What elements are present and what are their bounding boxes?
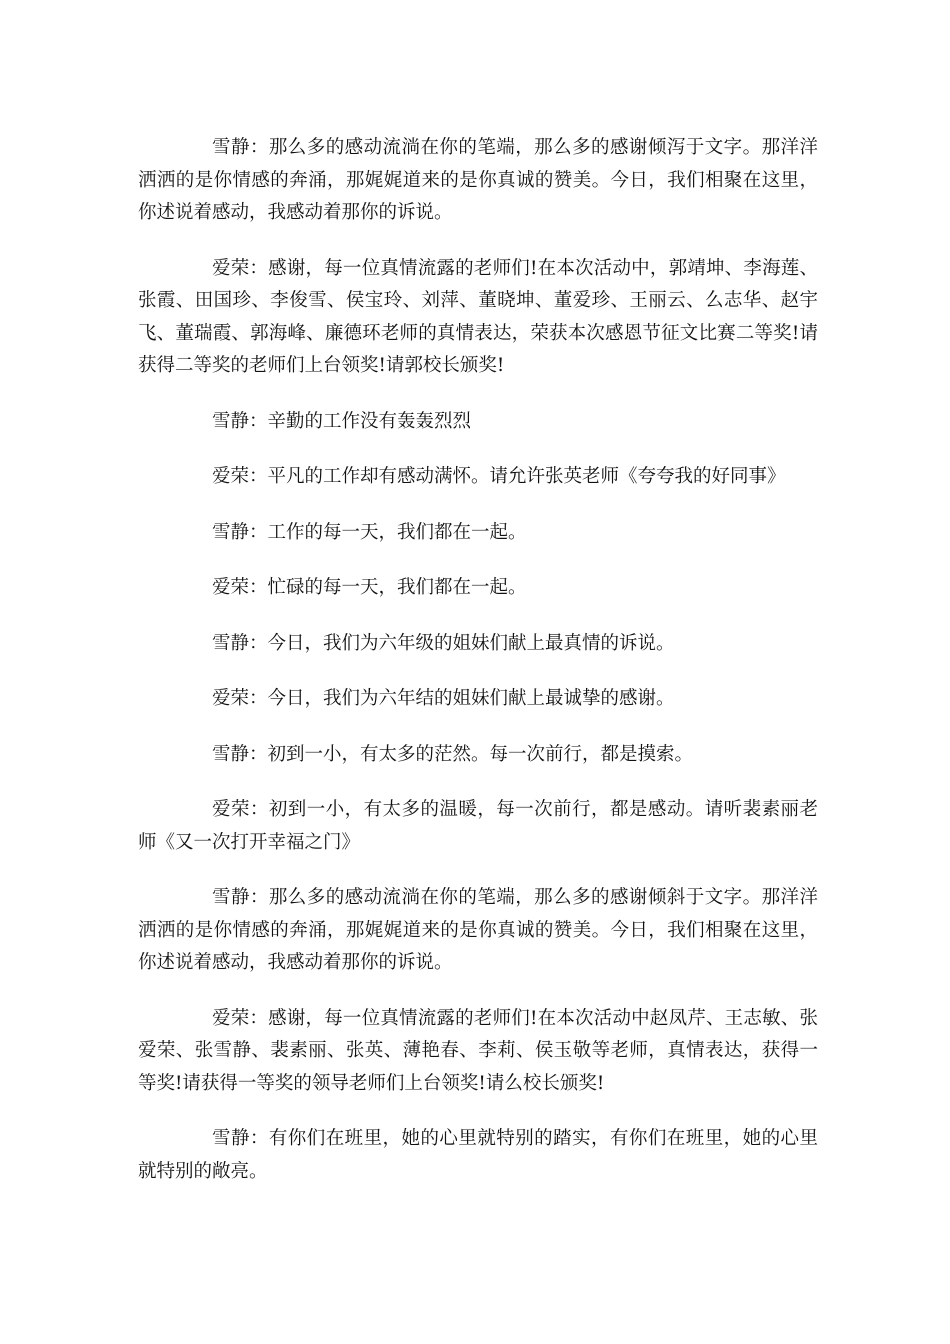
dialogue-paragraph: 爱荣：今日，我们为六年结的姐妹们献上最诚挚的感谢。 xyxy=(212,688,675,709)
dialogue-paragraph: 雪静：有你们在班里，她的心里就特别的踏实，有你们在班里，她的心里就特别的敞亮。 xyxy=(138,1128,818,1182)
dialogue-paragraph: 雪静：初到一小，有太多的茫然。每一次前行，都是摸索。 xyxy=(212,743,694,765)
dialogue-paragraph: 雪静：今日，我们为六年级的姐妹们献上最真情的诉说。 xyxy=(212,632,675,654)
dialogue-paragraph: 爱荣：感谢，每一位真情流露的老师们!在本次活动中，郭靖坤、李海莲、张霞、田国珍、李俊雪、侯宝玲、刘萍、董晓坤、董爱珍、王丽云、么志华、赵宇飞、董瑞霞、郭海峰、廉德环老师的真情表达，荣获本次感恩节征文比赛二等奖!请获得二等奖的老师们上台领奖!请郭校长颁奖! xyxy=(138,257,818,376)
dialogue-paragraph: 爱荣：忙碌的每一天，我们都在一起。 xyxy=(212,577,527,598)
dialogue-paragraph: 雪静：那么多的感动流淌在你的笔端，那么多的感谢倾泻于文字。那洋洋洒洒的是你情感的奔涌，那娓娓道来的是你真诚的赞美。今日，我们相聚在这里，你述说着感动，我感动着那你的诉说。 xyxy=(138,137,818,223)
dialogue-paragraph: 雪静：工作的每一天，我们都在一起。 xyxy=(212,521,527,543)
dialogue-paragraph: 雪静：那么多的感动流淌在你的笔端，那么多的感谢倾斜于文字。那洋洋洒洒的是你情感的奔涌，那娓娓道来的是你真诚的赞美。今日，我们相聚在这里，你述说着感动，我感动着那你的诉说。 xyxy=(138,887,818,973)
dialogue-paragraph: 爱荣：平凡的工作却有感动满怀。请允许张英老师《夸夸我的好同事》 xyxy=(212,466,786,487)
dialogue-paragraph: 爱荣：初到一小，有太多的温暖，每一次前行，都是感动。请听裴素丽老师《又一次打开幸福之门》 xyxy=(138,799,818,853)
dialogue-paragraph: 爱荣：感谢，每一位真情流露的老师们!在本次活动中赵凤芹、王志敏、张爱荣、张雪静、裴素丽、张英、薄艳春、李莉、侯玉敬等老师，真情表达，获得一等奖!请获得一等奖的领导老师们上台领奖!请么校长颁奖! xyxy=(138,1007,818,1094)
dialogue-paragraph: 雪静：辛勤的工作没有轰轰烈烈 xyxy=(212,410,472,432)
document-body xyxy=(138,132,818,1211)
